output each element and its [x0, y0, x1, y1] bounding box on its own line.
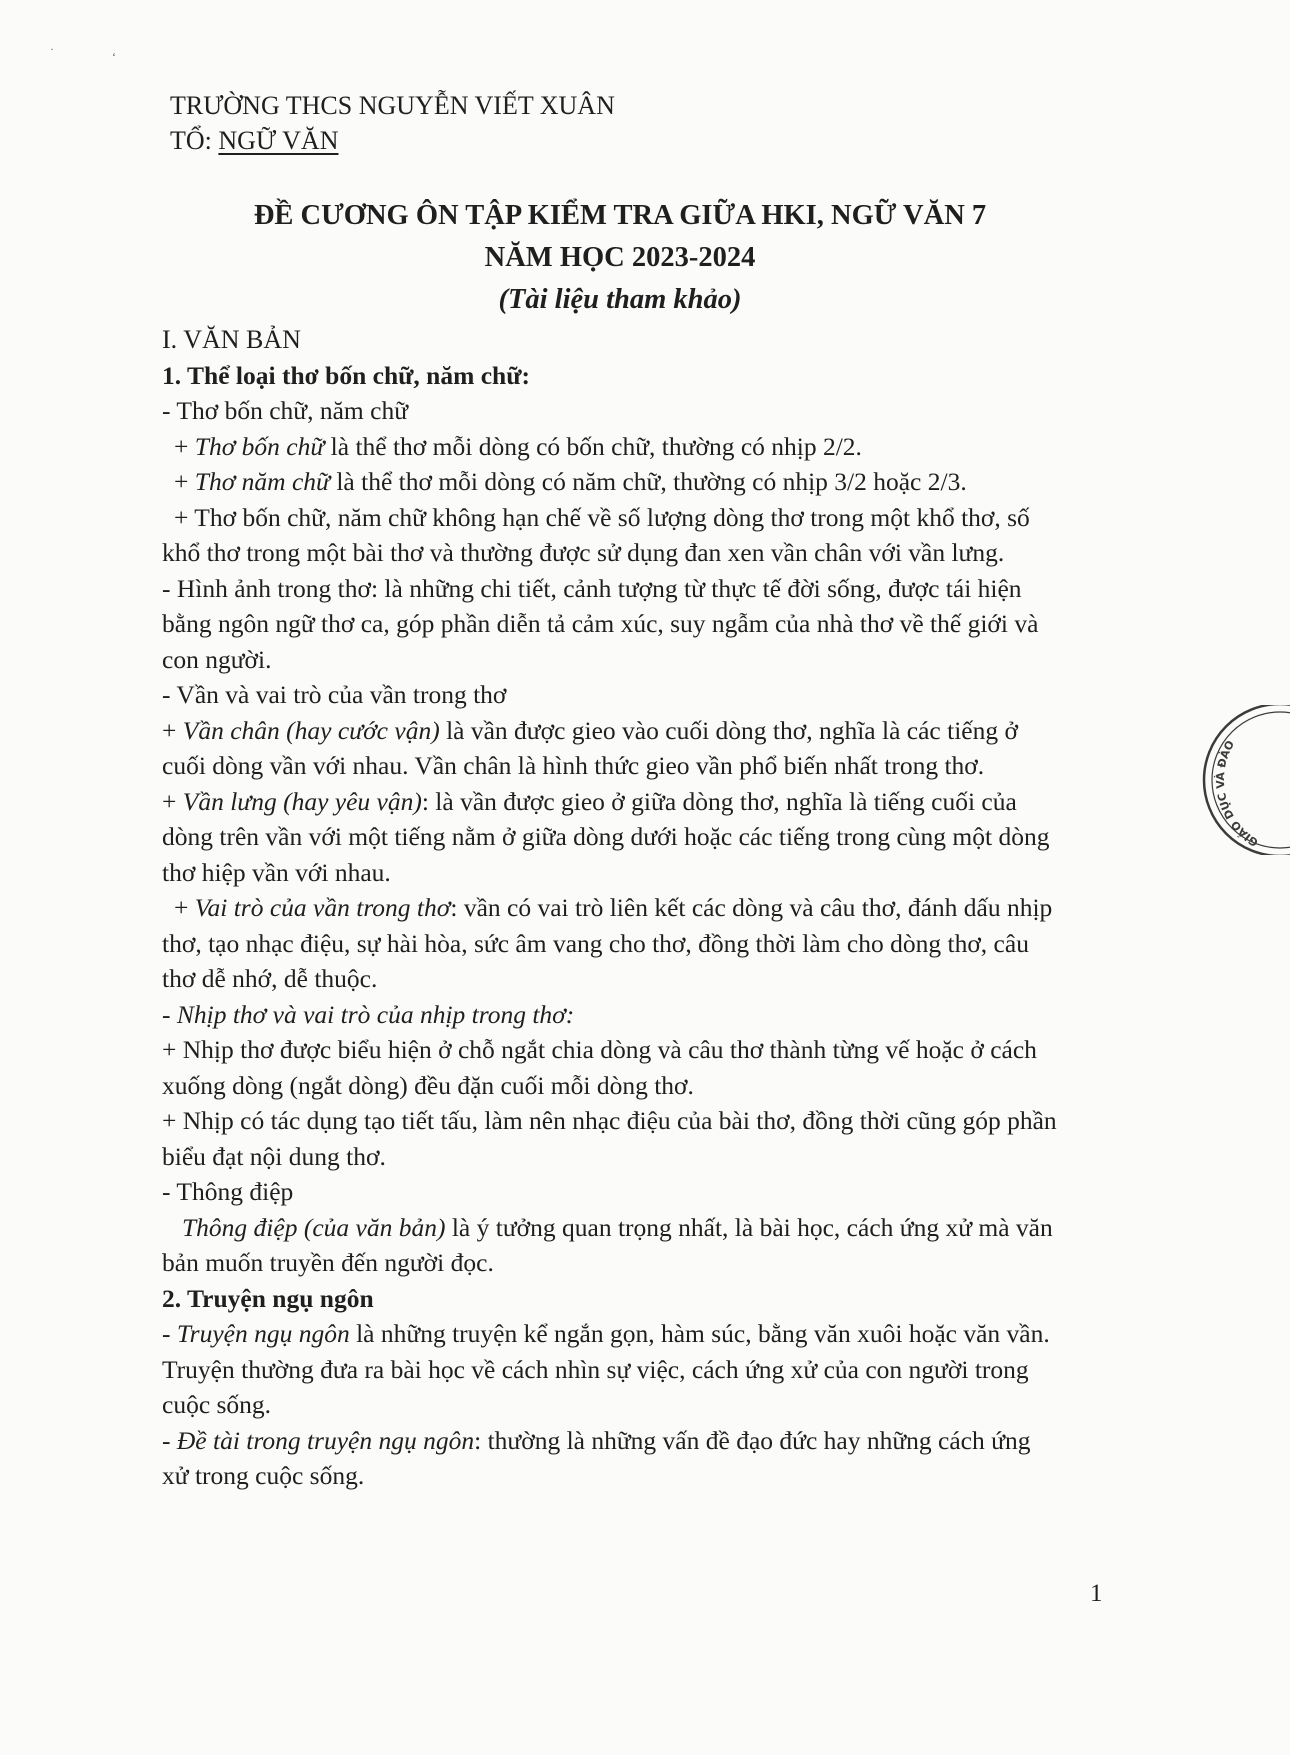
- stamp-text: GIÁO DỤC VÀ ĐÀO: [1213, 738, 1261, 850]
- svg-text:GIÁO DỤC VÀ ĐÀO: [1214, 738, 1261, 849]
- paragraph: bằng ngôn ngữ thơ ca, góp phần diễn tả cảm xúc, suy ngẫm của nhà thơ về thế giới và: [162, 609, 1039, 638]
- page-number: 1: [1090, 1580, 1103, 1607]
- paragraph: thơ, tạo nhạc điệu, sự hài hòa, sức âm vang cho thơ, đồng thời làm cho dòng thơ, câu: [162, 928, 1029, 958]
- term: Thông điệp (của văn bản): [182, 1212, 446, 1242]
- paragraph: - Thơ bốn chữ, năm chữ: [162, 396, 409, 425]
- document-title: ĐỀ CƯƠNG ÔN TẬP KIỂM TRA GIỮA HKI, NGỮ VĂN 7: [253, 200, 987, 231]
- paragraph: + Nhịp có tác dụng tạo tiết tấu, làm nên nhạc điệu của bài thơ, đồng thời cũng góp phần: [162, 1106, 1057, 1135]
- term: Thơ bốn chữ: [194, 431, 325, 461]
- paragraph: Thông điệp (của văn bản) là ý tưởng quan trọng nhất, là bài học, cách ứng xử mà văn: [182, 1212, 1053, 1242]
- paragraph: + Thơ bốn chữ, năm chữ không hạn chế về số lượng dòng thơ trong một khổ thơ, số: [174, 502, 1030, 532]
- rhythm-heading: - Nhịp thơ và vai trò của nhịp trong thơ:: [162, 999, 575, 1029]
- paragraph: - Đề tài trong truyện ngụ ngôn: thường là những vấn đề đạo đức hay những cách ứng: [162, 1425, 1031, 1455]
- scan-speck: ·: [50, 42, 54, 56]
- official-stamp: [1180, 705, 1290, 855]
- department-name: NGỮ VĂN: [218, 126, 339, 155]
- document-subtitle: (Tài liệu tham khảo): [498, 284, 742, 315]
- subsection-heading-poetry: 1. Thể loại thơ bốn chữ, năm chữ:: [162, 360, 531, 390]
- paragraph: thơ hiệp vần với nhau.: [162, 857, 391, 887]
- paragraph: cuộc sống.: [162, 1390, 272, 1419]
- paragraph: + Vần lưng (hay yêu vận): là vần được gieo ở giữa dòng thơ, nghĩa là tiếng cuối của: [162, 786, 1017, 816]
- paragraph: - Thông điệp: [162, 1177, 294, 1206]
- document-body: [162, 322, 1107, 1494]
- term: Đề tài trong truyện ngụ ngôn: [176, 1425, 475, 1455]
- school-name: TRƯỜNG THCS NGUYỄN VIẾT XUÂN: [170, 91, 615, 120]
- school-year: NĂM HỌC 2023-2024: [484, 242, 756, 273]
- paragraph: thơ dễ nhớ, dễ thuộc.: [162, 964, 378, 993]
- subsection-heading-fable: 2. Truyện ngụ ngôn: [162, 1283, 374, 1313]
- term: Vai trò của vần trong thơ: [194, 893, 451, 922]
- paragraph: - Vần và vai trò của vần trong thơ: [162, 680, 507, 709]
- paragraph: biểu đạt nội dung thơ.: [162, 1141, 386, 1171]
- paragraph: dòng trên vần với một tiếng nằm ở giữa dòng dưới hoặc các tiếng trong cùng một dòng: [162, 822, 1050, 851]
- paragraph: + Vai trò của vần trong thơ: vần có vai trò liên kết các dòng và câu thơ, đánh dấu nhịp: [174, 893, 1053, 922]
- scan-speck: ‘: [112, 50, 116, 64]
- department-line: [170, 123, 338, 159]
- paragraph: + Thơ bốn chữ là thể thơ mỗi dòng có bốn chữ, thường có nhịp 2/2.: [174, 431, 862, 461]
- paragraph: + Vần chân (hay cước vận) là vần được gieo vào cuối dòng thơ, nghĩa là các tiếng ở: [162, 715, 1018, 745]
- paragraph: + Nhịp thơ được biểu hiện ở chỗ ngắt chia dòng và câu thơ thành từng vế hoặc ở cách: [162, 1035, 1037, 1064]
- department-prefix: TỔ:: [170, 126, 219, 155]
- paragraph: xuống dòng (ngắt dòng) đều đặn cuối mỗi dòng thơ.: [162, 1070, 694, 1100]
- paragraph: cuối dòng vần với nhau. Vần chân là hình thức gieo vần phổ biến nhất trong thơ.: [162, 751, 985, 780]
- paragraph: - Hình ảnh trong thơ: là những chi tiết, cảnh tượng từ thực tế đời sống, được tái hiện: [162, 573, 1022, 603]
- term: Truyện ngụ ngôn: [176, 1319, 350, 1348]
- paragraph: - Truyện ngụ ngôn là những truyện kể ngắn gọn, hàm súc, bằng văn xuôi hoặc văn vần.: [162, 1319, 1050, 1348]
- paragraph: xử trong cuộc sống.: [162, 1461, 365, 1490]
- term: Thơ năm chữ: [194, 467, 330, 496]
- section-heading: I. VĂN BẢN: [162, 325, 301, 354]
- paragraph: Truyện thường đưa ra bài học về cách nhìn sự việc, cách ứng xử của con người trong: [162, 1354, 1029, 1384]
- paragraph: khổ thơ trong một bài thơ và thường được sử dụng đan xen vần chân với vần lưng.: [162, 538, 1005, 567]
- paragraph: + Thơ năm chữ là thể thơ mỗi dòng có năm chữ, thường có nhịp 3/2 hoặc 2/3.: [174, 467, 967, 496]
- term: Vần lưng (hay yêu vận): [182, 786, 422, 816]
- paragraph: bản muốn truyền đến người đọc.: [162, 1248, 494, 1277]
- term: Vần chân (hay cước vận): [182, 715, 440, 745]
- paragraph: con người.: [162, 644, 272, 674]
